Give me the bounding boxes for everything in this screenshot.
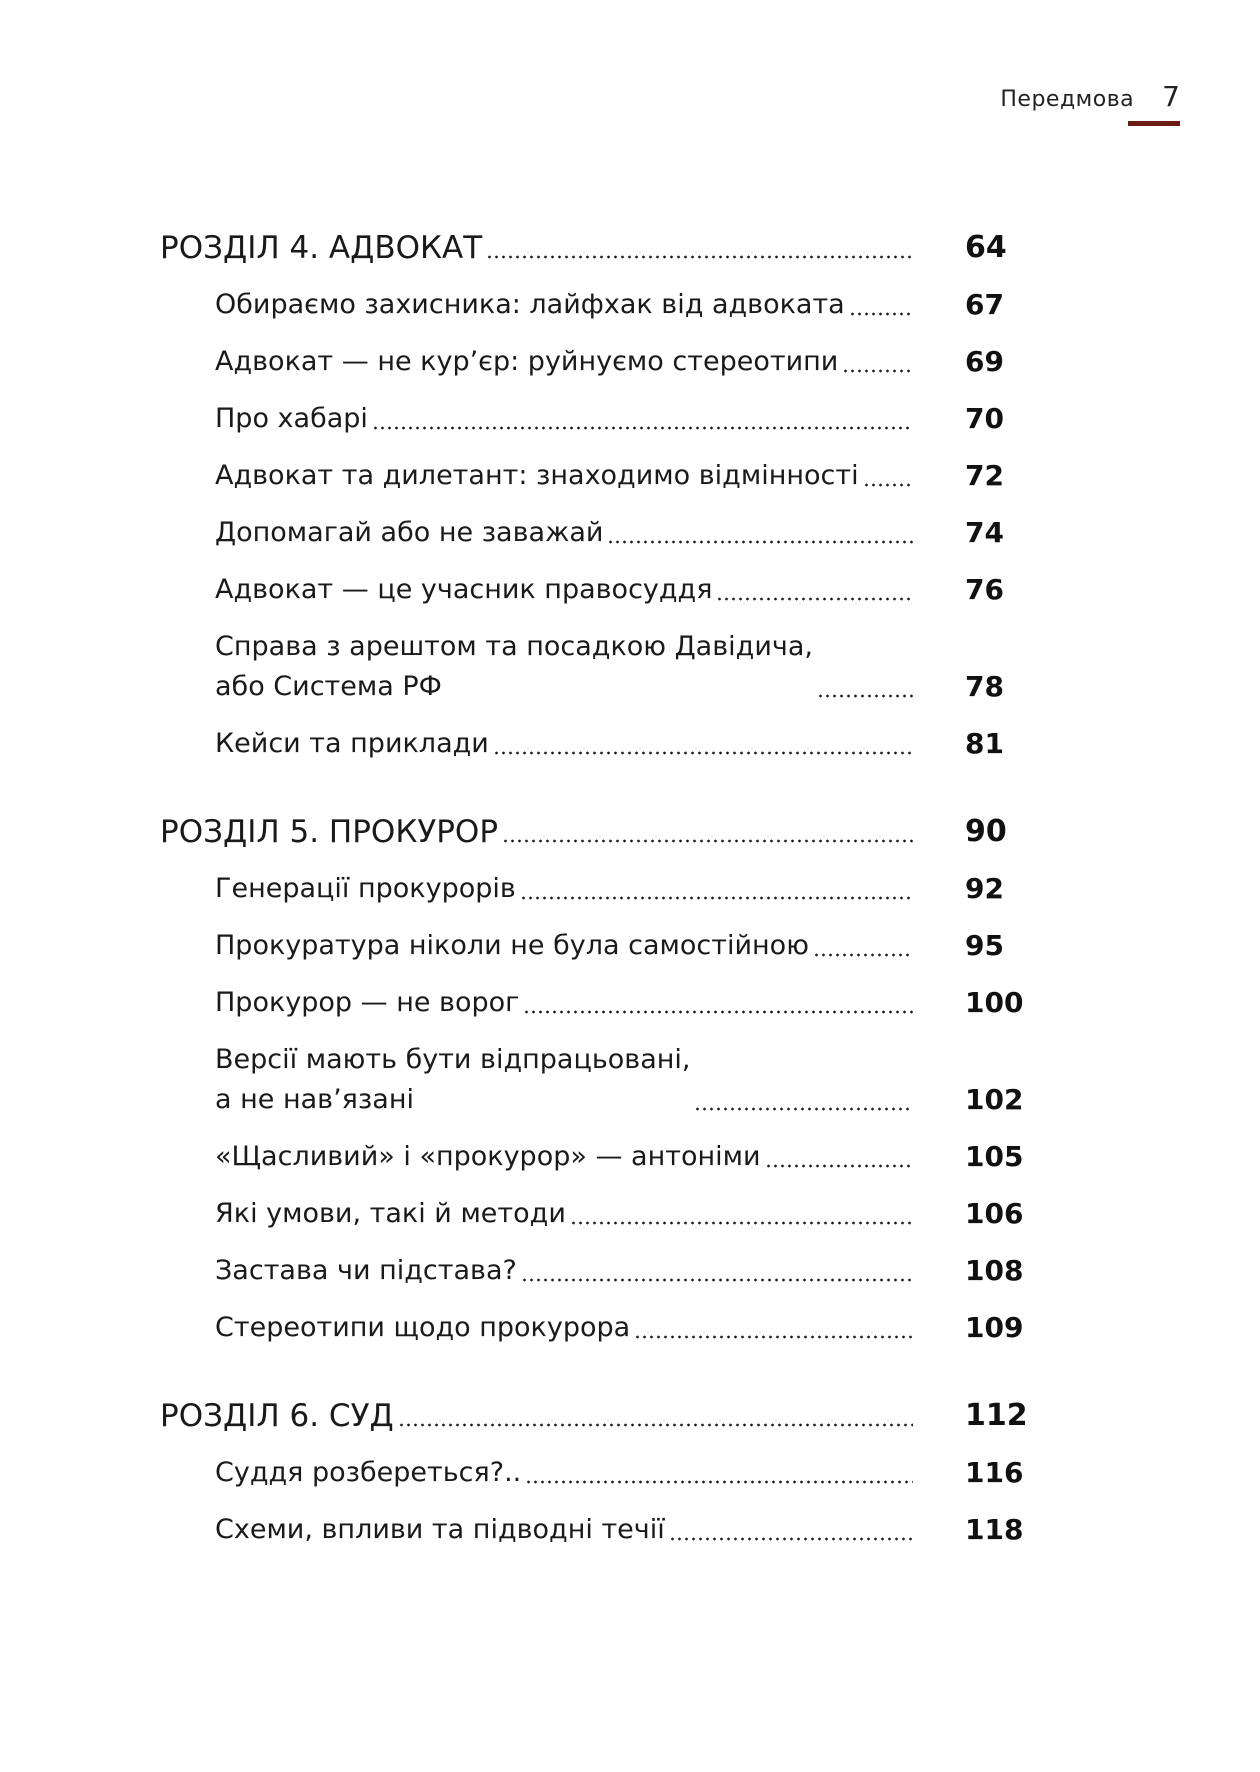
dot-leader	[521, 1278, 913, 1282]
toc-entry-row[interactable]	[160, 869, 1080, 909]
toc-entry-row[interactable]	[160, 1040, 1080, 1120]
entry-title: Прокурор — не ворог	[215, 987, 520, 1018]
toc-entry-row[interactable]	[160, 724, 1080, 764]
dot-leader	[493, 751, 913, 755]
toc-entry-row[interactable]	[160, 570, 1080, 610]
entry-title: Які умови, такі й методи	[215, 1198, 566, 1229]
dot-leader	[570, 1221, 913, 1225]
dot-leader	[694, 1107, 913, 1111]
entry-title: Допомагай або не заважай	[215, 517, 604, 548]
toc-chapter-row[interactable]	[160, 228, 1080, 268]
entry-page-number: 81	[965, 727, 1004, 760]
entry-page-number: 78	[965, 670, 1004, 703]
entry-page-number: 67	[965, 288, 1004, 321]
chapter-page-number: 90	[965, 814, 1007, 849]
dot-leader	[849, 312, 913, 316]
dot-leader	[523, 1010, 913, 1014]
dot-leader	[765, 1164, 913, 1168]
dot-leader	[520, 896, 913, 900]
entry-page-number: 70	[965, 402, 1004, 435]
chapter-page-number: 112	[965, 1398, 1028, 1433]
entry-page-number: 69	[965, 345, 1004, 378]
entry-title: Прокуратура ніколи не була самостійною	[215, 930, 809, 961]
entry-title: Справа з арештом та посадкою Давідича, або Система РФ	[215, 631, 813, 702]
entry-page-number: 105	[965, 1140, 1024, 1173]
entry-title: Стереотипи щодо прокурора	[215, 1312, 631, 1343]
entry-page-number: 95	[965, 929, 1004, 962]
dot-leader	[863, 483, 913, 487]
entry-title: «Щасливий» і «прокурор» — антоніми	[215, 1141, 761, 1172]
dot-leader	[607, 540, 913, 544]
toc-entry-row[interactable]	[160, 1453, 1080, 1493]
toc-entry-row[interactable]	[160, 1137, 1080, 1177]
running-title: Передмова	[1000, 87, 1135, 112]
dot-leader	[525, 1480, 913, 1484]
entry-title: Застава чи підстава?	[215, 1255, 517, 1286]
toc-section-5	[160, 812, 1080, 1348]
entry-page-number: 108	[965, 1254, 1024, 1287]
dot-leader	[813, 953, 913, 957]
entry-page-number: 100	[965, 986, 1024, 1019]
chapter-title: РОЗДІЛ 4. АДВОКАТ	[160, 230, 483, 266]
dot-leader	[486, 255, 913, 259]
entry-title: Схеми, впливи та підводні течії	[215, 1514, 665, 1545]
entry-title: Генерації прокурорів	[215, 873, 516, 904]
dot-leader	[372, 426, 913, 430]
entry-page-number: 106	[965, 1197, 1024, 1230]
dot-leader	[842, 369, 913, 373]
toc-entry-row[interactable]	[160, 627, 1080, 707]
entry-title: Кейси та приклади	[215, 728, 489, 759]
dot-leader	[817, 694, 913, 698]
entry-page-number: 92	[965, 872, 1004, 905]
entry-page-number: 72	[965, 459, 1004, 492]
entry-title: Адвокат та дилетант: знаходимо відмінності	[215, 460, 859, 491]
entry-page-number: 102	[965, 1083, 1024, 1116]
toc-entry-row[interactable]	[160, 1308, 1080, 1348]
entry-page-number: 74	[965, 516, 1004, 549]
entry-title: Адвокат — не кур’єр: руйнуємо стереотипи	[215, 346, 839, 377]
toc-entry-row[interactable]	[160, 1251, 1080, 1291]
toc-entry-row[interactable]	[160, 399, 1080, 439]
chapter-page-number: 64	[965, 230, 1007, 265]
toc-entry-row[interactable]	[160, 456, 1080, 496]
toc-entry-row[interactable]	[160, 926, 1080, 966]
toc-entry-row[interactable]	[160, 1510, 1080, 1550]
entry-title: Адвокат — це учасник правосуддя	[215, 574, 713, 605]
toc-chapter-row[interactable]	[160, 1396, 1080, 1436]
entry-page-number: 118	[965, 1513, 1024, 1546]
toc-chapter-row[interactable]	[160, 812, 1080, 852]
toc-entry-row[interactable]	[160, 1194, 1080, 1234]
toc-section-6	[160, 1396, 1080, 1550]
header-accent-rule	[1128, 121, 1180, 126]
toc-entry-row[interactable]	[160, 983, 1080, 1023]
dot-leader	[669, 1537, 913, 1541]
running-header	[1000, 80, 1180, 113]
dot-leader	[502, 839, 913, 843]
entry-title: Обираємо захисника: лайфхак від адвоката	[215, 289, 845, 320]
page-number: 7	[1162, 80, 1180, 113]
dot-leader	[716, 597, 913, 601]
toc-entry-row[interactable]	[160, 513, 1080, 553]
toc-entry-row[interactable]	[160, 342, 1080, 382]
table-of-contents	[160, 228, 1080, 1567]
chapter-title: РОЗДІЛ 6. СУД	[160, 1398, 394, 1434]
chapter-title: РОЗДІЛ 5. ПРОКУРОР	[160, 814, 499, 850]
toc-entry-row[interactable]	[160, 285, 1080, 325]
dot-leader	[634, 1335, 913, 1339]
dot-leader	[398, 1423, 913, 1427]
entry-page-number: 76	[965, 573, 1004, 606]
entry-page-number: 109	[965, 1311, 1024, 1344]
toc-section-4	[160, 228, 1080, 764]
entry-page-number: 116	[965, 1456, 1024, 1489]
entry-title: Суддя розбереться?..	[215, 1457, 522, 1488]
entry-title: Версії мають бути відпрацьовані, а не нав’язані	[215, 1044, 691, 1115]
entry-title: Про хабарі	[215, 403, 368, 434]
